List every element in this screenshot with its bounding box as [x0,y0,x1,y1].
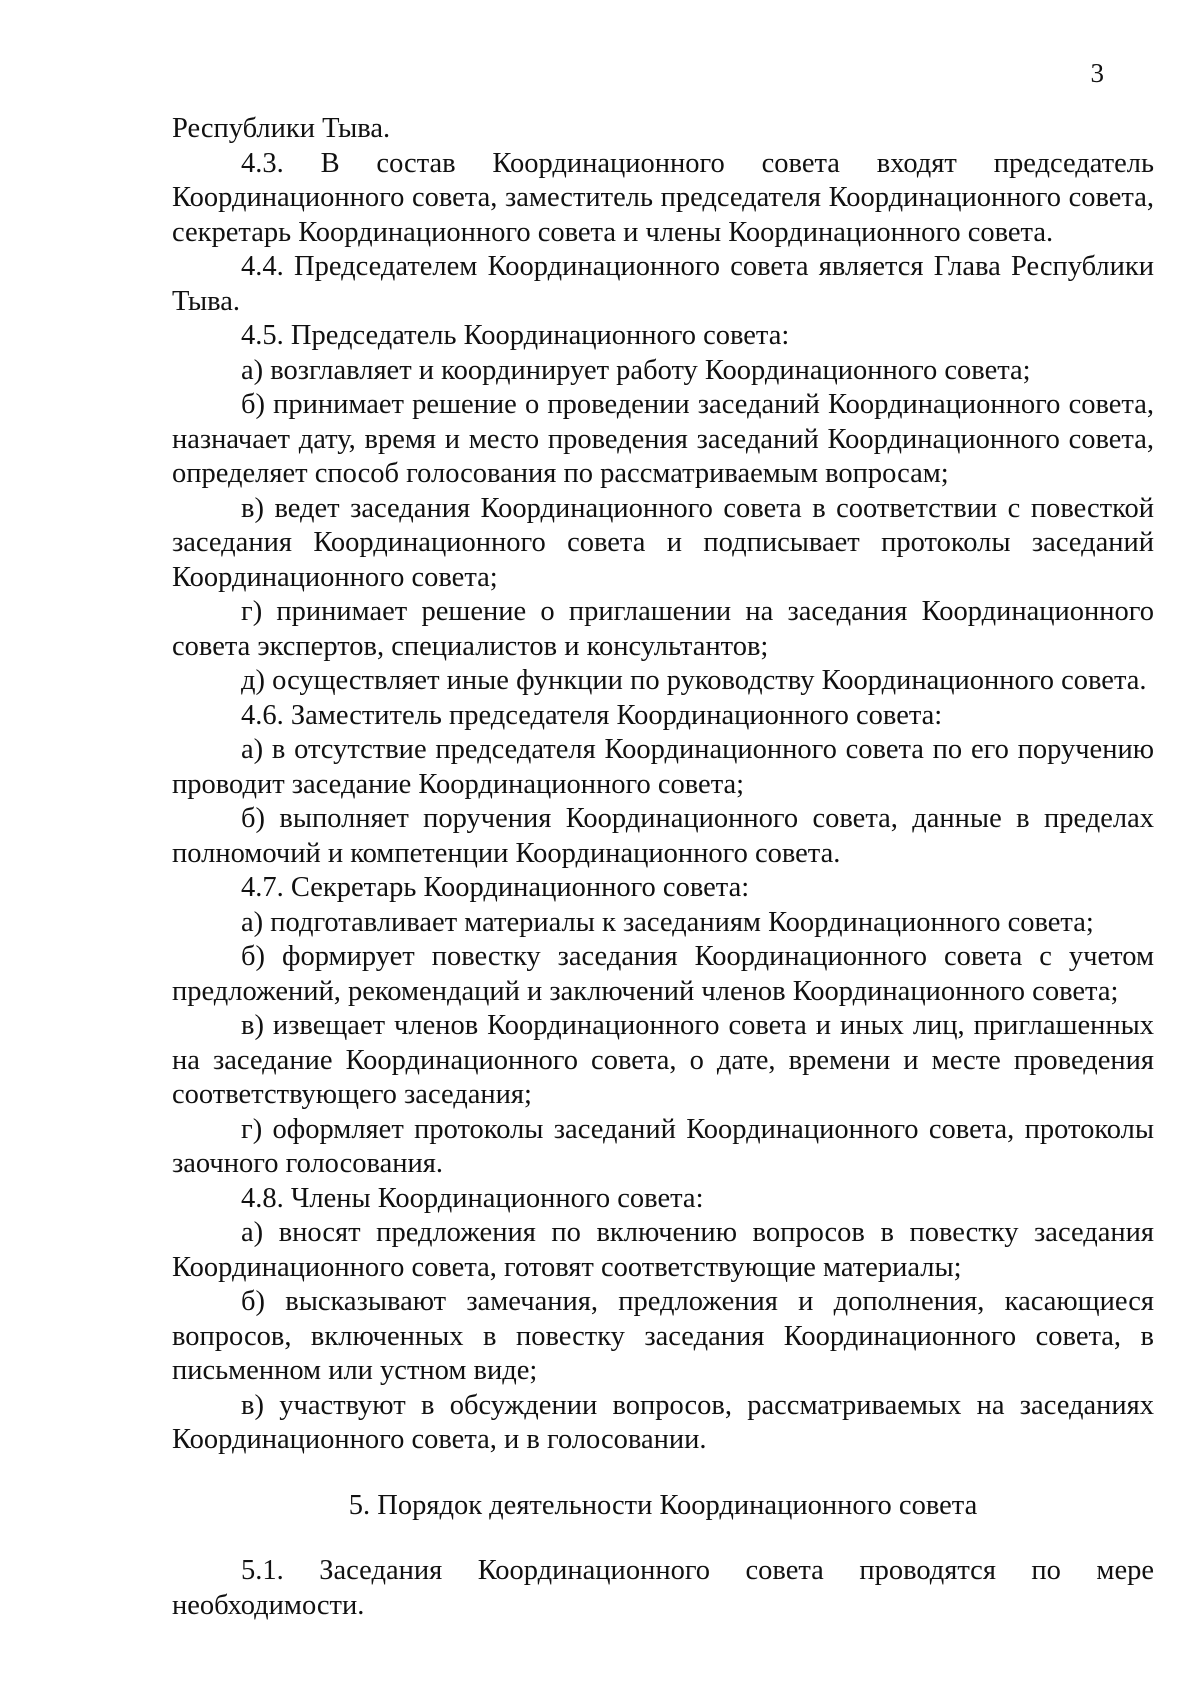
paragraph: б) формирует повестку заседания Координационного совета с учетом предложений, рекомендаций и заключений членов Координационного совета; [172,941,1154,1007]
paragraph: б) принимает решение о проведении заседаний Координационного совета, назначает дату, время и место проведения заседаний Координационного совета, определяет способ голосования по рассматриваемым вопросам; [172,389,1154,489]
paragraph: Республики Тыва. [172,113,391,144]
paragraph: г) принимает решение о приглашении на заседания Координационного совета экспертов, специалистов и консультантов; [172,596,1154,662]
paragraph: а) возглавляет и координирует работу Координационного совета; [241,354,1031,386]
paragraph: в) ведет заседания Координационного совета в соответствии с повесткой заседания Координационного совета и подписывает протоколы заседаний Координационного совета; [172,492,1154,593]
paragraph: б) высказывают замечания, предложения и дополнения, касающиеся вопросов, включенных в повестку заседания Координационного совета, в письменном или устном виде; [172,1286,1154,1386]
paragraph: 4.7. Секретарь Координационного совета: [241,872,750,903]
section-heading: 5. Порядок деятельности Координационного совета [348,1489,978,1521]
paragraph: в) участвуют в обсуждении вопросов, рассматриваемых на заседаниях Координационного совета, и в голосовании. [172,1389,1154,1455]
paragraph: б) выполняет поручения Координационного совета, данные в пределах полномочий и компетенции Координационного совета. [172,803,1154,869]
document-body [172,112,1154,1623]
paragraph: а) подготавливает материалы к заседаниям Координационного совета; [241,906,1094,938]
paragraph: а) вносят предложения по включению вопросов в повестку заседания Координационного совета, готовят соответствующие материалы; [172,1217,1154,1283]
paragraph: 4.4. Председателем Координационного совета является Глава Республики Тыва. [172,251,1154,317]
paragraph: г) оформляет протоколы заседаний Координационного совета, протоколы заочного голосования. [172,1113,1154,1179]
paragraph: 4.3. В состав Координационного совета входят председатель Координационного совета, заместитель председателя Координационного совета, секретарь Координационного совета и члены Координационного совета. [172,147,1154,248]
paragraph: 5.1. Заседания Координационного совета проводятся по мере необходимости. [172,1555,1154,1621]
paragraph: 4.8. Члены Координационного совета: [241,1182,704,1214]
paragraph: в) извещает членов Координационного совета и иных лиц, приглашенных на заседание Координационного совета, о дате, времени и месте проведения соответствующего заседания; [172,1010,1154,1110]
paragraph: 4.6. Заместитель председателя Координационного совета: [241,699,943,731]
paragraph: а) в отсутствие председателя Координационного совета по его поручению проводит заседание Координационного совета; [172,734,1154,800]
page-number: 3 [1090,58,1104,88]
paragraph: д) осуществляет иные функции по руководству Координационного совета. [241,665,1147,696]
paragraph: 4.5. Председатель Координационного совета: [241,320,790,351]
